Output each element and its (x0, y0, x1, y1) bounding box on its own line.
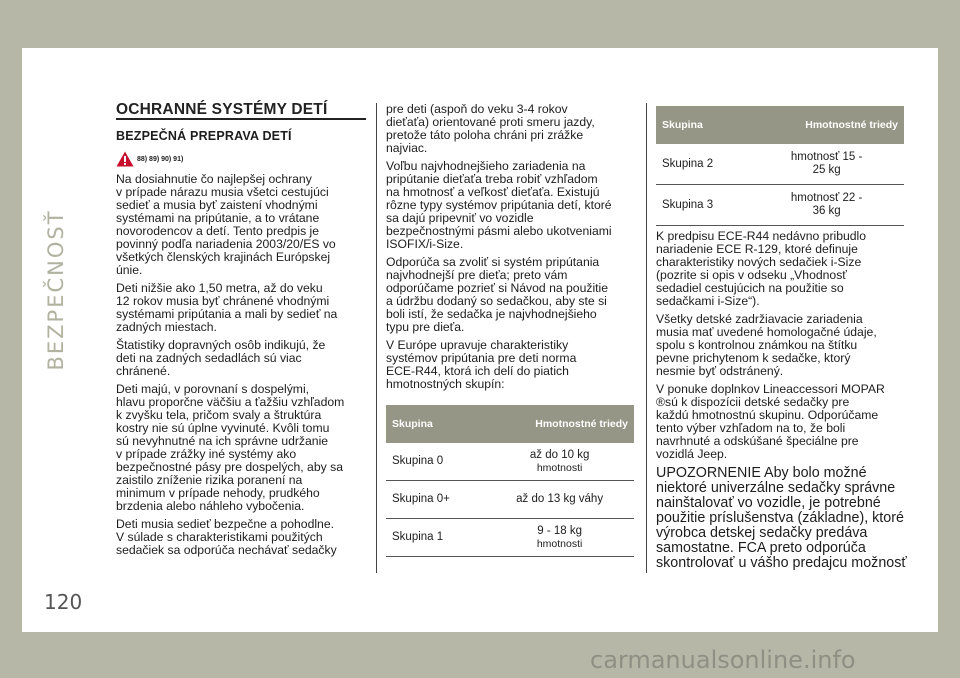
weight-groups-table-2 (656, 106, 904, 226)
weight-sub: 36 kg (812, 205, 841, 217)
weight-main: 9 - 18 kg (537, 524, 582, 537)
watermark: carmanualsonline.info (590, 646, 856, 674)
cell-group: Skupina 2 (656, 144, 749, 185)
cell-weight (749, 185, 904, 226)
top-border (0, 0, 960, 48)
paragraph: Voľbu najvhodnejšieho zariadenia na pripútanie dieťaťa treba robiť vzhľadom na hmotnosť a veľkosť dieťaťa. Existujú rôzne typy systémov pripútania detí, ktoré sa dajú pripevniť vo vozidle bezpečnostnými pásmi alebo ukotveniami ISOFIX/i-Size. (386, 159, 612, 251)
paragraph: Deti nižšie ako 1,50 metra, až do veku 12 rokov musia byť chránené vhodnými systémami pripútania a mali by sedieť na zadných miestach. (116, 281, 338, 334)
title-underline (116, 118, 366, 120)
weight-main: hmotnosť 15 - (790, 151, 863, 163)
weight-sub: hmotnosti (536, 537, 583, 550)
cell-weight (485, 519, 634, 557)
paragraph: Štatistiky dopravných osôb indikujú, že deti na zadných sedadlách sú viac chránené. (116, 338, 326, 378)
weight-groups-table-1 (386, 405, 634, 557)
right-border (938, 0, 960, 678)
column-divider-2 (646, 103, 647, 573)
warning-triangle-icon (116, 151, 134, 167)
section-subtitle: BEZPEČNÁ PREPRAVA DETÍ (116, 129, 292, 143)
paragraph: Deti musia sedieť bezpečne a pohodlne. V súlade s charakteristikami použitých sedačiek sa odporúča nechávať sedačky (116, 517, 337, 557)
warning-refs: 88) 89) 90) 91) (137, 156, 184, 163)
table-header-row (386, 405, 634, 443)
paragraph: K predpisu ECE-R44 nedávno pribudlo nariadenie ECE R-129, ktoré definuje charakteristiky nových sedačiek i-Size (pozrite si opis v odseku „Vhodnosť sedadiel cestujúcich na použitie so sedačkami i-Size“). (656, 229, 867, 308)
paragraph: pre deti (aspoň do veku 3-4 rokov dieťaťa) orientované proti smeru jazdy, pretože táto poloha chráni pri zrážke najviac. (386, 102, 595, 155)
table-header-row (656, 106, 904, 144)
table-row (386, 481, 634, 519)
cell-weight (749, 144, 904, 185)
warning-text: UPOZORNENIE Aby bolo možné niektoré univerzálne sedačky správne nainštalovať vo vozidle, je potrebné použitie príslušenstva (základne), ktoré výrobca detskej sedačky predáva samostatne. FCA preto odporúča skontrolovať u vášho predajcu možnosť (656, 465, 907, 571)
paragraph: Odporúča sa zvoliť si systém pripútania najvhodnejší pre dieťa; preto vám odporúčame pozrieť si Návod na použitie a údržbu dodaný so sedačkou, aby ste si boli istí, že sedačka je najvhodnejšieho typu pre dieťa. (386, 255, 609, 334)
cell-group: Skupina 0+ (386, 481, 485, 519)
paragraph: Deti majú, v porovnaní s dospelými, hlavu proporčne väčšiu a ťažšiu vzhľadom k zvyšku tela, pričom svaly a štruktúra kostry nie sú úplne vyvinuté. Kvôli tomu sú nevyhnutné na ich správne udržanie v prípade zrážky iné systémy ako bezpečnostné pásy pre dospelých, aby sa zaistilo zníženie rizika poranení na minimum v prípade nehody, prudkého brzdenia alebo náhleho vybočenia. (116, 382, 345, 513)
weight-main: až do 13 kg váhy (516, 493, 604, 505)
cell-group: Skupina 1 (386, 519, 485, 557)
cell-group: Skupina 3 (656, 185, 749, 226)
paragraph: Všetky detské zadržiavacie zariadenia musia mať uvedené homologačné údaje, spolu s kontrolnou známkou na štítku pevne prichytenom k sedačke, ktorý nesmie byť odstránený. (656, 312, 877, 378)
left-border (0, 0, 22, 678)
weight-sub: hmotnosti (536, 461, 583, 474)
header-weight: Hmotnostné triedy (749, 106, 904, 144)
table-row (656, 144, 904, 185)
column-1 (116, 103, 366, 562)
paragraph: V ponuke doplnkov Lineaccessori MOPAR ®sú k dispozícii detské sedačky pre každú hmotnostnú skupinu. Odporúčame tento výber vzhľadom na to, že boli navrhnuté a odskúšané špeciálne pre vozidlá Jeep. (656, 382, 885, 461)
table-row (656, 185, 904, 226)
header-group: Skupina (656, 106, 749, 144)
cell-weight (485, 443, 634, 481)
column-2 (386, 103, 636, 561)
cell-weight (485, 481, 634, 519)
section-label: BEZPEČNOSŤ (44, 209, 68, 371)
weight-main: hmotnosť 22 - (790, 192, 863, 204)
column-divider-1 (376, 103, 377, 573)
weight-sub: 25 kg (812, 164, 841, 176)
header-group: Skupina (386, 405, 485, 443)
table-row (386, 443, 634, 481)
table-row (386, 519, 634, 557)
page-number: 120 (44, 590, 83, 614)
warning-reference (116, 151, 366, 167)
page-title: OCHRANNÉ SYSTÉMY DETÍ (116, 101, 328, 118)
paragraph: Na dosiahnutie čo najlepšej ochrany v prípade nárazu musia všetci cestujúci sedieť a musia byť zaistení vhodnými systémami na pripútanie, a to vrátane novorodencov a detí. Tento predpis je povinný podľa nariadenia 2003/20/ES vo všetkých členských krajinách Európskej únie. (116, 172, 336, 277)
weight-main: až do 10 kg (529, 448, 590, 461)
column-3 (656, 106, 908, 576)
header-weight: Hmotnostné triedy (485, 405, 634, 443)
paragraph: V Európe upravuje charakteristiky systémov pripútania pre deti norma ECE-R44, ktorá ich delí do piatich hmotnostných skupín: (386, 338, 577, 391)
cell-group: Skupina 0 (386, 443, 485, 481)
